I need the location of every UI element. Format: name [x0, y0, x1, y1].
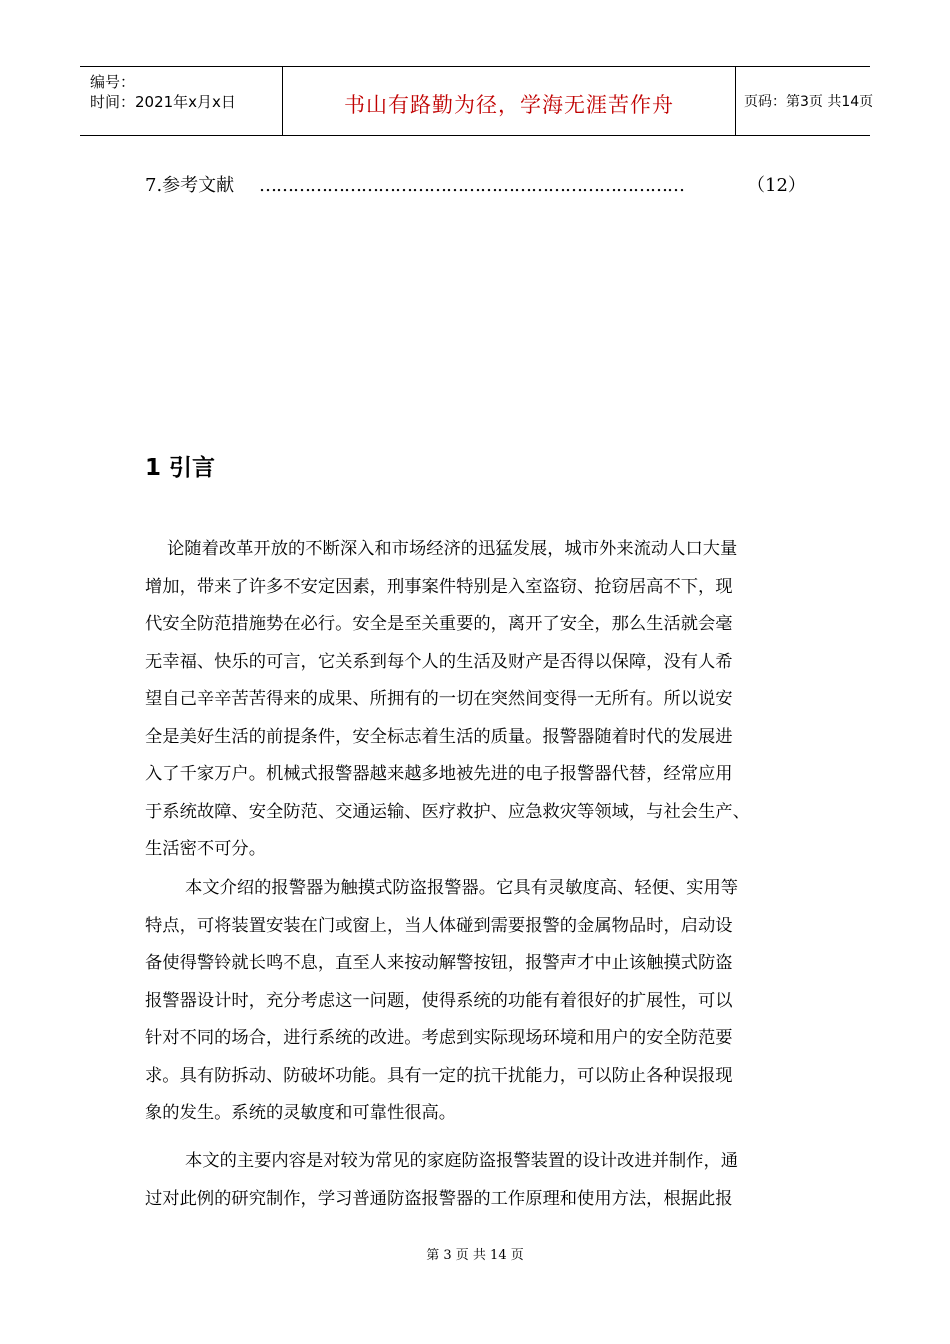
paragraph-1: [145, 531, 825, 869]
text-line: 本文介绍的报警器为触摸式防盗报警器。它具有灵敏度高、轻便、实用等: [185, 878, 739, 898]
text-line: 报警器设计时，充分考虑这一问题，使得系统的功能有着很好的扩展性，可以: [145, 990, 733, 1011]
text-line: 特点，可将装置安装在门或窗上，当人体碰到需要报警的金属物品时，启动设: [145, 915, 733, 936]
text-line: 本文的主要内容是对较为常见的家庭防盗报警装置的设计改进并制作，通: [185, 1151, 739, 1171]
text-line: 增加，带来了许多不安定因素，刑事案件特别是入室盗窃、抢窃居高不下，现: [145, 576, 733, 597]
number-label: 编号：: [90, 73, 136, 91]
text-line: 过对此例的研究制作，学习普通防盗报警器的工作原理和使用方法，根据此报: [145, 1188, 733, 1209]
page-footer: 第 3 页 共 14 页: [426, 1248, 524, 1263]
text-line: 求。具有防拆动、防破坏功能。具有一定的抗干扰能力，可以防止各种误报现: [145, 1065, 733, 1086]
header-page-info: 页码：第3页 共14页: [744, 94, 874, 110]
paragraph-2: [145, 870, 825, 1133]
text-line: 生活密不可分。: [145, 839, 266, 859]
header-meta-cell: [80, 67, 283, 135]
toc-leader-dots: …………………………………………………………………: [259, 175, 684, 196]
section-heading: 1 引言: [145, 455, 216, 481]
toc-entry: [145, 171, 805, 201]
text-line: 入了千家万户。机械式报警器越来越多地被先进的电子报警器代替，经常应用: [145, 764, 733, 784]
text-line: 于系统故障、安全防范、交通运输、医疗救护、应急救灾等领域，与社会生产、: [145, 801, 750, 822]
text-line: 论随着改革开放的不断深入和市场经济的迅猛发展，城市外来流动人口大量: [167, 539, 738, 559]
text-line: 针对不同的场合，进行系统的改进。考虑到实际现场环境和用户的安全防范要: [145, 1028, 733, 1048]
header-motto: 书山有路勤为径，学海无涯苦作舟: [344, 93, 674, 117]
text-line: 无幸福、快乐的可言，它关系到每个人的生活及财产是否得以保障，没有人希: [145, 651, 733, 672]
text-line: 代安全防范措施势在必行。安全是至关重要的，离开了安全，那么生活就会毫: [145, 614, 733, 634]
toc-entry-label: 7.参考文献: [145, 175, 235, 196]
paragraph-3: [145, 1143, 825, 1218]
text-line: 象的发生。系统的灵敏度和可靠性很高。: [145, 1103, 457, 1123]
text-line: 望自己辛辛苦苦得来的成果、所拥有的一切在突然间变得一无所有。所以说安: [145, 689, 733, 709]
header-page-cell: [736, 67, 874, 135]
text-line: 全是美好生活的前提条件，安全标志着生活的质量。报警器随着时代的发展进: [145, 726, 733, 747]
toc-entry-page: （12）: [747, 175, 806, 196]
text-line: 备使得警铃就长鸣不息，直至人来按动解警按钮，报警声才中止该触摸式防盗: [145, 953, 733, 973]
time-label: 时间：2021年x月x日: [90, 93, 236, 111]
header-motto-cell: [283, 67, 736, 135]
document-header: [80, 66, 874, 136]
